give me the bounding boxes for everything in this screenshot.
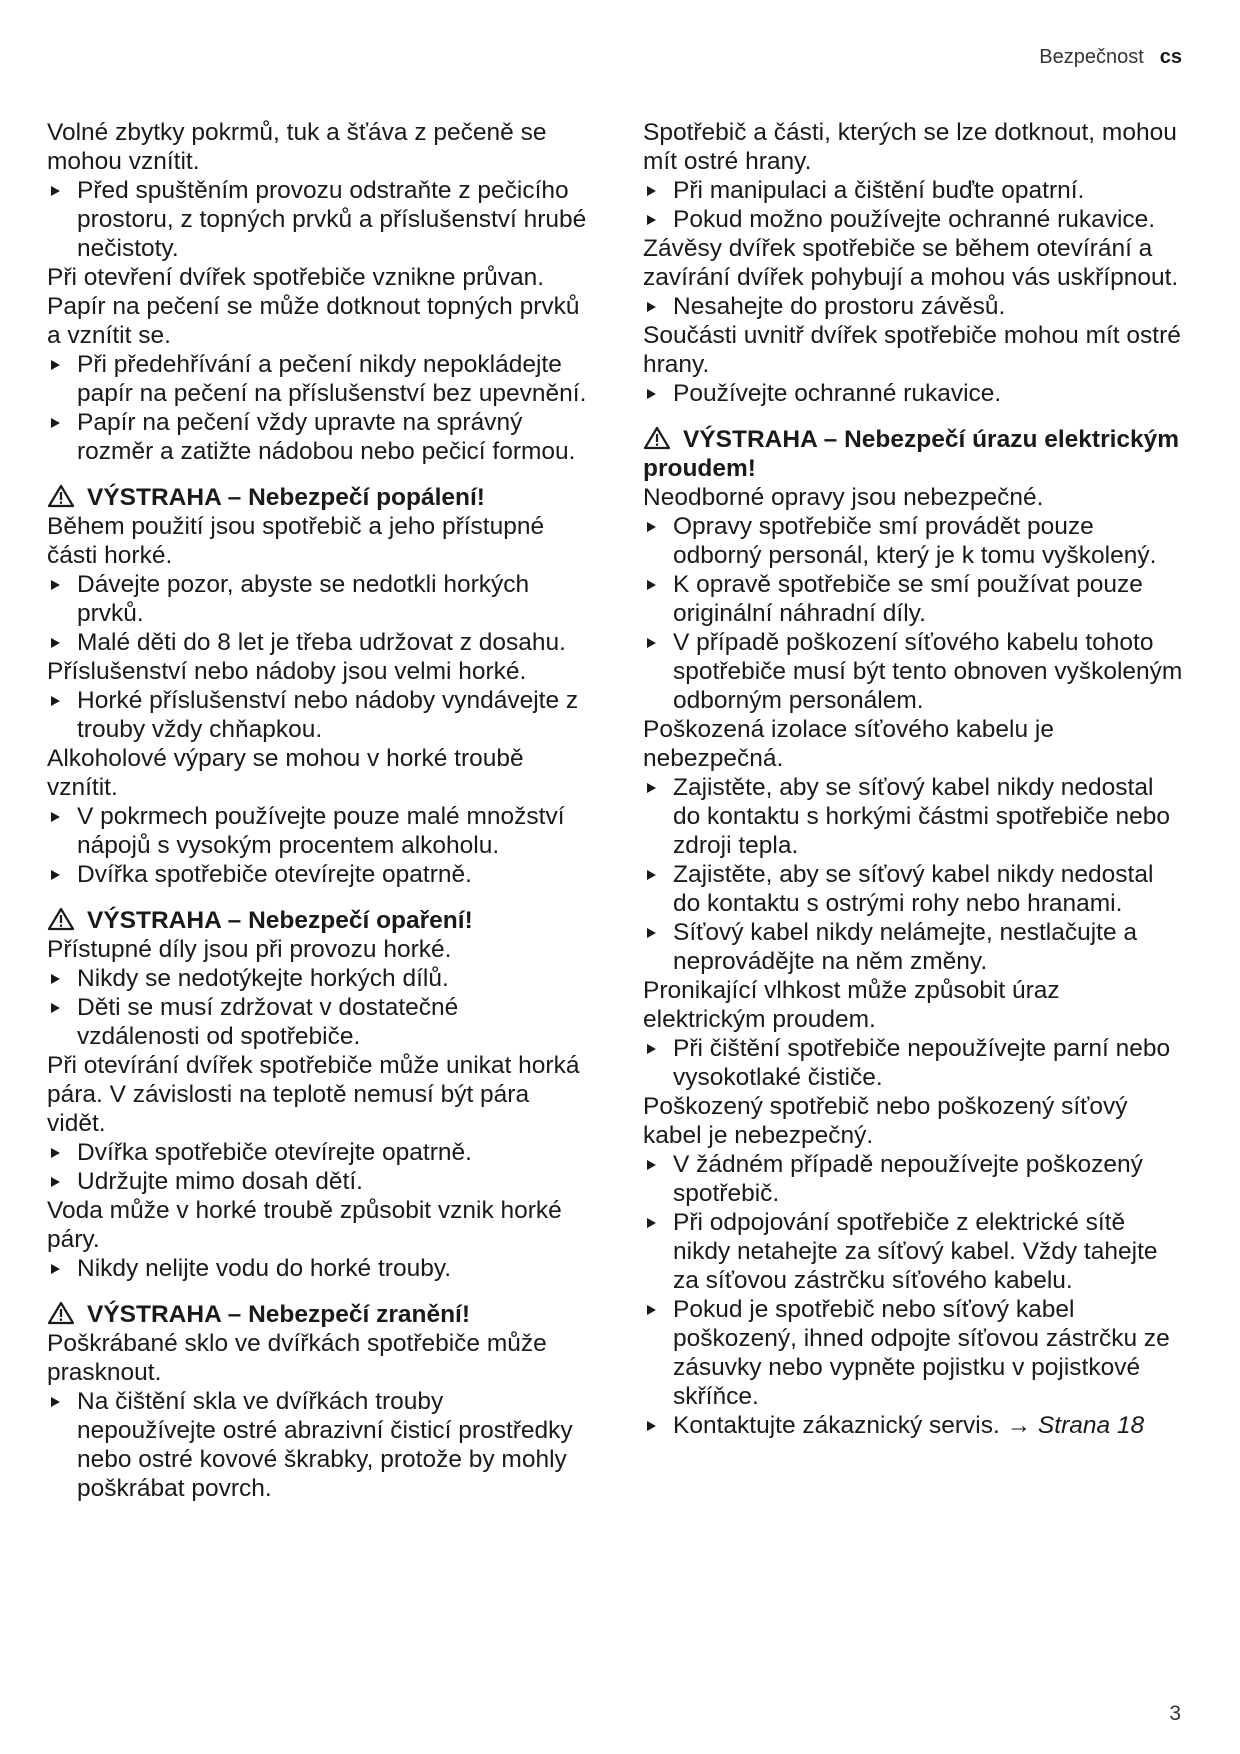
page-number: 3: [1169, 1702, 1181, 1725]
paragraph: Spotřebič a části, kterých se lze dotknout, mohou mít ostré hrany.: [643, 119, 1177, 175]
paragraph: Při otevírání dvířek spotřebiče může unikat horká pára. V závislosti na teplotě nemusí být pára vidět.: [47, 1052, 580, 1137]
list-item: Malé děti do 8 let je třeba udržovat z dosahu.: [47, 628, 587, 657]
paragraph: Součásti uvnitř dvířek spotřebiče mohou mít ostré hrany.: [643, 322, 1181, 378]
paragraph: Závěsy dvířek spotřebiče se během otevírání a zavírání dvířek pohybují a mohou vás uskřípnout.: [643, 235, 1179, 291]
list-item: Používejte ochranné rukavice.: [643, 379, 1183, 408]
bullet-list: [643, 1034, 1183, 1092]
list-item: Udržujte mimo dosah dětí.: [47, 1167, 587, 1196]
list-item: Nikdy nelijte vodu do horké trouby.: [47, 1254, 587, 1283]
list-item-text: Kontaktujte zákaznický servis.: [673, 1412, 1000, 1439]
warning-text: VÝSTRAHA – Nebezpečí popálení!: [87, 484, 485, 511]
list-item: Opravy spotřebiče smí provádět pouze odborný personál, který je k tomu vyškolený.: [643, 512, 1183, 570]
right-column: [643, 118, 1183, 1440]
bullet-list: [47, 964, 587, 1051]
list-item: Při čištění spotřebiče nepoužívejte parní nebo vysokotlaké čističe.: [643, 1034, 1183, 1092]
bullet-list: [47, 802, 587, 889]
list-item: Zajistěte, aby se síťový kabel nikdy nedostal do kontaktu s horkými částmi spotřebiče nebo zdroji tepla.: [643, 773, 1183, 860]
running-header: [1039, 46, 1182, 69]
warning-triangle-icon: [47, 1301, 75, 1325]
paragraph: Během použití jsou spotřebič a jeho přístupné části horké.: [47, 513, 545, 569]
list-item: V případě poškození síťového kabelu tohoto spotřebiče musí být tento obnoven vyškoleným odborným personálem.: [643, 628, 1183, 715]
list-item: Nikdy se nedotýkejte horkých dílů.: [47, 964, 587, 993]
paragraph: Poškrábané sklo ve dvířkách spotřebiče může prasknout.: [47, 1330, 547, 1386]
paragraph: Volné zbytky pokrmů, tuk a šťáva z pečeně se mohou vznítit.: [47, 119, 547, 175]
list-item: Při manipulaci a čištění buďte opatrní.: [643, 176, 1183, 205]
paragraph: Poškozená izolace síťového kabelu je nebezpečná.: [643, 716, 1054, 772]
bullet-list: [643, 773, 1183, 976]
warning-triangle-icon: [47, 484, 75, 508]
bullet-list: [643, 512, 1183, 715]
list-item-with-reference: [643, 1411, 1183, 1440]
list-item: Papír na pečení vždy upravte na správný rozměr a zatižte nádobou nebo pečicí formou.: [47, 408, 587, 466]
list-item: Před spuštěním provozu odstraňte z pečicího prostoru, z topných prvků a příslušenství hrubé nečistoty.: [47, 176, 587, 263]
language-code: cs: [1159, 46, 1182, 68]
list-item: V pokrmech používejte pouze malé množství nápojů s vysokým procentem alkoholu.: [47, 802, 587, 860]
list-item: Děti se musí zdržovat v dostatečné vzdálenosti od spotřebiče.: [47, 993, 587, 1051]
list-item: Zajistěte, aby se síťový kabel nikdy nedostal do kontaktu s ostrými rohy nebo hranami.: [643, 860, 1183, 918]
list-item: Dvířka spotřebiče otevírejte opatrně.: [47, 860, 587, 889]
paragraph: Pronikající vlhkost může způsobit úraz elektrickým proudem.: [643, 977, 1060, 1033]
warning-text: VÝSTRAHA – Nebezpečí opaření!: [87, 907, 473, 934]
warning-heading: [47, 483, 587, 512]
list-item: V žádném případě nepoužívejte poškozený spotřebič.: [643, 1150, 1183, 1208]
section-title: Bezpečnost: [1039, 46, 1144, 68]
warning-heading: [47, 906, 587, 935]
list-item: K opravě spotřebiče se smí používat pouze originální náhradní díly.: [643, 570, 1183, 628]
list-item: Horké příslušenství nebo nádoby vyndávejte z trouby vždy chňapkou.: [47, 686, 587, 744]
warning-heading: [47, 1300, 587, 1329]
bullet-list: [643, 176, 1183, 234]
bullet-list: [47, 686, 587, 744]
paragraph: Alkoholové výpary se mohou v horké troubě vznítit.: [47, 745, 524, 801]
page-reference-link[interactable]: → Strana 18: [1006, 1412, 1145, 1439]
bullet-list: [47, 1387, 587, 1503]
warning-triangle-icon: [47, 907, 75, 931]
paragraph: Poškozený spotřebič nebo poškozený síťový kabel je nebezpečný.: [643, 1093, 1128, 1149]
bullet-list: [643, 379, 1183, 408]
warning-heading: [643, 425, 1183, 483]
left-column: [47, 118, 587, 1503]
bullet-list: [47, 1138, 587, 1196]
warning-triangle-icon: [643, 426, 671, 450]
list-item: Dávejte pozor, abyste se nedotkli horkých prvků.: [47, 570, 587, 628]
bullet-list: [643, 292, 1183, 321]
list-item: Pokud možno používejte ochranné rukavice.: [643, 205, 1183, 234]
paragraph: Voda může v horké troubě způsobit vznik horké páry.: [47, 1197, 562, 1253]
paragraph: Příslušenství nebo nádoby jsou velmi horké.: [47, 658, 527, 685]
list-item: Dvířka spotřebiče otevírejte opatrně.: [47, 1138, 587, 1167]
bullet-list: [643, 1150, 1183, 1440]
list-item: Na čištění skla ve dvířkách trouby nepoužívejte ostré abrazivní čisticí prostředky nebo ostré kovové škrabky, protože by mohly poškrábat povrch.: [47, 1387, 587, 1503]
warning-text: VÝSTRAHA – Nebezpečí zranění!: [87, 1301, 471, 1328]
paragraph: Při otevření dvířek spotřebiče vznikne průvan. Papír na pečení se může dotknout topných prvků a vznítit se.: [47, 264, 580, 349]
bullet-list: [47, 176, 587, 263]
list-item: Pokud je spotřebič nebo síťový kabel poškozený, ihned odpojte síťovou zástrčku ze zásuvky nebo vypněte pojistku v pojistkové skříňce.: [643, 1295, 1183, 1411]
bullet-list: [47, 570, 587, 657]
list-item: Při odpojování spotřebiče z elektrické sítě nikdy netahejte za síťový kabel. Vždy tahejte za síťovou zástrčku síťového kabelu.: [643, 1208, 1183, 1295]
bullet-list: [47, 1254, 587, 1283]
paragraph: Přístupné díly jsou při provozu horké.: [47, 936, 452, 963]
list-item: Síťový kabel nikdy nelámejte, nestlačujte a neprovádějte na něm změny.: [643, 918, 1183, 976]
paragraph: Neodborné opravy jsou nebezpečné.: [643, 484, 1044, 511]
bullet-list: [47, 350, 587, 466]
list-item: Při předehřívání a pečení nikdy nepokládejte papír na pečení na příslušenství bez upevnění.: [47, 350, 587, 408]
warning-text: VÝSTRAHA – Nebezpečí úrazu elektrickým proudem!: [643, 426, 1180, 482]
list-item: Nesahejte do prostoru závěsů.: [643, 292, 1183, 321]
